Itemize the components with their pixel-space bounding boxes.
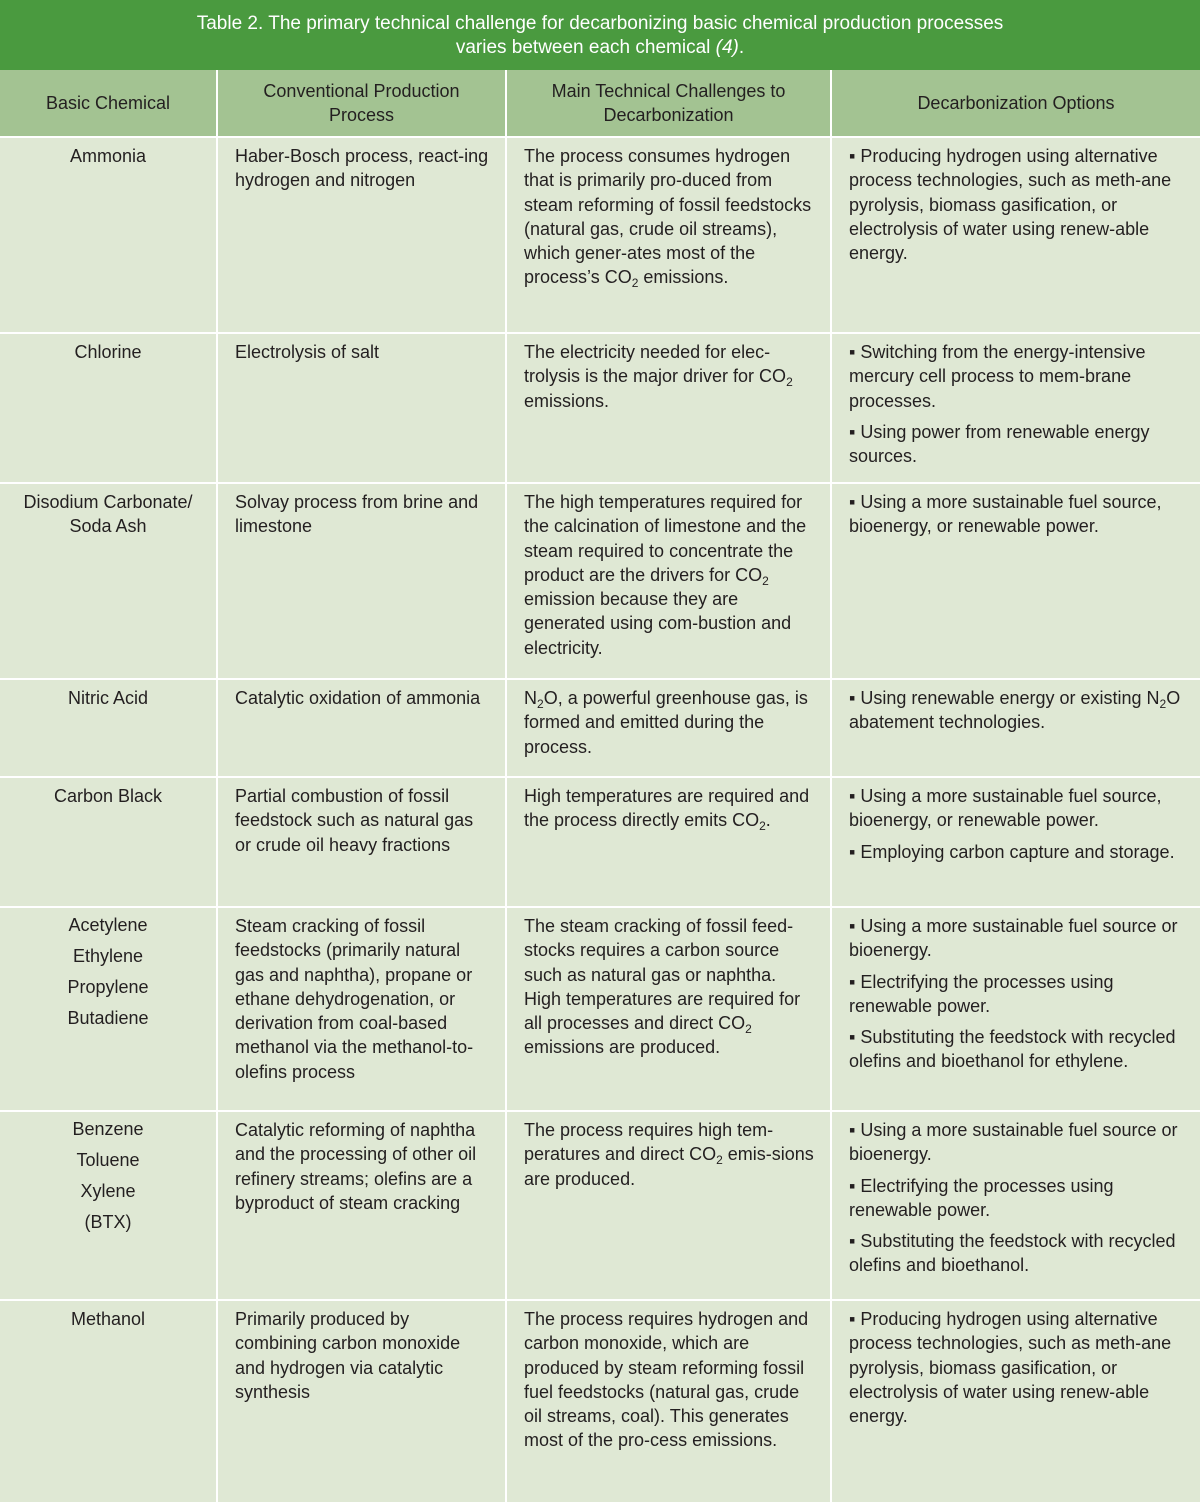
subscript: 2: [1159, 697, 1167, 711]
chemical-name: Ammonia: [69, 146, 147, 166]
subscript: 2: [716, 1153, 723, 1168]
chemical-name: Disodium Carbonate/ Soda Ash: [23, 492, 193, 537]
chemical-cell: [0, 907, 217, 1111]
challenge-cell: [506, 1111, 831, 1300]
process-cell: Electrolysis of salt: [217, 333, 506, 483]
table-row-soda-ash: [0, 483, 1200, 679]
option-item: ▪ Using a more sustainable fuel source or bioenergy.: [849, 916, 1178, 961]
table-row-btx: [0, 1111, 1200, 1300]
challenge-cell: [506, 333, 831, 483]
options-cell: [831, 777, 1200, 907]
table-row-ammonia: [0, 137, 1200, 333]
challenge-tail: emissions are produced.: [524, 1037, 721, 1058]
chemical-name: Butadiene: [67, 1008, 149, 1028]
table-row-olefins: [0, 907, 1200, 1111]
process-cell: Haber-Bosch process, react-ing hydrogen and nitrogen: [217, 137, 506, 333]
challenge-cell: [506, 679, 831, 777]
options-cell: [831, 679, 1200, 777]
caption-line-2: varies between each chemical: [455, 37, 711, 58]
chemical-cell: [0, 333, 217, 483]
option-item: ▪ Substituting the feedstock with recycled olefins and bioethanol for ethylene.: [849, 1027, 1176, 1072]
challenge-tail: emissions.: [638, 267, 729, 288]
chemical-name: Acetylene: [68, 915, 148, 935]
chemical-cell: [0, 777, 217, 907]
caption-end: .: [738, 37, 745, 58]
caption-reference: (4): [715, 37, 739, 58]
table-row-nitric-acid: [0, 679, 1200, 777]
option-text: ▪ Using renewable energy or existing N: [849, 688, 1160, 708]
challenge-tail: .: [765, 810, 771, 831]
header-row: [0, 70, 1200, 137]
chemical-cell: [0, 1300, 217, 1503]
options-cell: [831, 907, 1200, 1111]
header-basic-chemical: Basic Chemical: [0, 70, 217, 137]
chemical-name: Nitric Acid: [67, 688, 148, 708]
challenge-cell: [506, 137, 831, 333]
option-item: ▪ Using a more sustainable fuel source, bioenergy, or renewable power.: [849, 492, 1162, 537]
option-item: [849, 686, 1184, 735]
caption-line-1: Table 2. The primary technical challenge for decarbonizing basic chemical production processes: [196, 13, 1004, 34]
header-decarbonization-options: Decarbonization Options: [831, 70, 1200, 137]
challenge-cell: The process requires hydrogen and carbon monoxide, which are produced by steam reforming fossil fuel feedstocks (natural gas, crude oil streams, coal). This generates most of the pro-cess emissions.: [506, 1300, 831, 1503]
challenge-text: High temperatures are required and the process directly emits CO: [524, 786, 810, 831]
chemical-name: Chlorine: [74, 342, 142, 362]
process-cell: Primarily produced by combining carbon monoxide and hydrogen via catalytic synthesis: [217, 1300, 506, 1503]
option-item: ▪ Using a more sustainable fuel source, bioenergy, or renewable power.: [849, 786, 1162, 831]
options-cell: [831, 1111, 1200, 1300]
chemical-name: (BTX): [84, 1212, 132, 1232]
chemical-name: Methanol: [70, 1309, 146, 1329]
chemicals-table: [0, 70, 1200, 1504]
option-item: ▪ Producing hydrogen using alternative process technologies, such as meth-ane pyrolysis, biomass gasification, or electrolysis of water using renew-able energy.: [849, 1309, 1172, 1427]
challenge-text: The process requires high tem-peratures and direct CO: [524, 1120, 774, 1165]
subscript: 2: [786, 375, 793, 390]
chemical-cell: [0, 483, 217, 679]
option-item: ▪ Substituting the feedstock with recycled olefins and bioethanol.: [849, 1231, 1176, 1276]
process-cell: Catalytic reforming of naphtha and the processing of other oil refinery streams; olefins are a byproduct of steam cracking: [217, 1111, 506, 1300]
header-technical-challenges: Main Technical Challenges to Decarbonization: [506, 70, 831, 137]
options-cell: [831, 483, 1200, 679]
process-cell: Solvay process from brine and limestone: [217, 483, 506, 679]
challenge-text: The electricity needed for elec-trolysis is the major driver for CO: [524, 342, 787, 387]
header-conventional-process: Conventional Production Process: [217, 70, 506, 137]
table-row-methanol: [0, 1300, 1200, 1503]
option-item: ▪ Electrifying the processes using renewable power.: [849, 971, 1114, 1016]
table-row-carbon-black: [0, 777, 1200, 907]
subscript: 2: [631, 276, 639, 291]
chemical-cell: [0, 137, 217, 333]
options-cell: [831, 333, 1200, 483]
process-cell: Catalytic oxidation of ammonia: [217, 679, 506, 777]
subscript: 2: [762, 573, 769, 588]
process-cell: Steam cracking of fossil feedstocks (primarily natural gas and naphtha), propane or ethane dehydrogenation, or derivation from coal-based methanol via the methanol-to-olefins process: [217, 907, 506, 1111]
challenge-cell: [506, 483, 831, 679]
chemical-name: Ethylene: [72, 946, 144, 966]
option-item: ▪ Electrifying the processes using renewable power.: [849, 1175, 1114, 1220]
challenge-text: The process consumes hydrogen that is primarily pro-duced from steam reforming of fossil feedstocks (natural gas, crude oil streams), which gener-ates most of the process’s CO: [524, 146, 812, 288]
option-item: ▪ Switching from the energy-intensive mercury cell process to mem-brane processes.: [849, 342, 1146, 411]
options-cell: [831, 1300, 1200, 1503]
challenge-tail: emis-sions are produced.: [524, 1144, 814, 1189]
chemical-cell: [0, 679, 217, 777]
subscript: 2: [759, 819, 766, 834]
option-tail: O abatement technologies.: [849, 688, 1181, 733]
challenge-text: The steam cracking of fossil feed-stocks requires a carbon source such as natural gas or naphtha. High temperatures are required for all processes and direct CO: [524, 916, 801, 1034]
chemical-name: Carbon Black: [53, 786, 163, 806]
chemical-name: Benzene: [72, 1119, 144, 1139]
option-item: ▪ Producing hydrogen using alternative process technologies, such as meth-ane pyrolysis, biomass gasification, or electrolysis of water using renew-able energy.: [849, 146, 1172, 264]
challenge-tail: emission because they are generated using com-bustion and electricity.: [524, 589, 792, 658]
chemical-name: Xylene: [80, 1181, 136, 1201]
challenge-text: The high temperatures required for the calcination of limestone and the steam required to concentrate the product are the drivers for CO: [524, 492, 807, 585]
challenge-text: N: [524, 688, 537, 708]
subscript: 2: [537, 697, 544, 711]
chemical-cell: [0, 1111, 217, 1300]
challenge-tail: emissions.: [524, 390, 610, 411]
option-item: ▪ Using power from renewable energy sources.: [849, 421, 1150, 467]
process-cell: Partial combustion of fossil feedstock such as natural gas or crude oil heavy fractions: [217, 777, 506, 907]
challenge-tail: O, a powerful greenhouse gas, is formed and emitted during the process.: [524, 688, 808, 757]
chemical-name: Propylene: [67, 977, 149, 997]
challenge-cell: [506, 907, 831, 1111]
challenge-cell: [506, 777, 831, 907]
subscript: 2: [745, 1022, 752, 1037]
table-row-chlorine: [0, 333, 1200, 483]
table-caption: [0, 0, 1200, 70]
option-item: ▪ Using a more sustainable fuel source or bioenergy.: [849, 1120, 1178, 1165]
options-cell: [831, 137, 1200, 333]
option-item: ▪ Employing carbon capture and storage.: [849, 841, 1175, 862]
chemical-name: Toluene: [76, 1150, 140, 1170]
